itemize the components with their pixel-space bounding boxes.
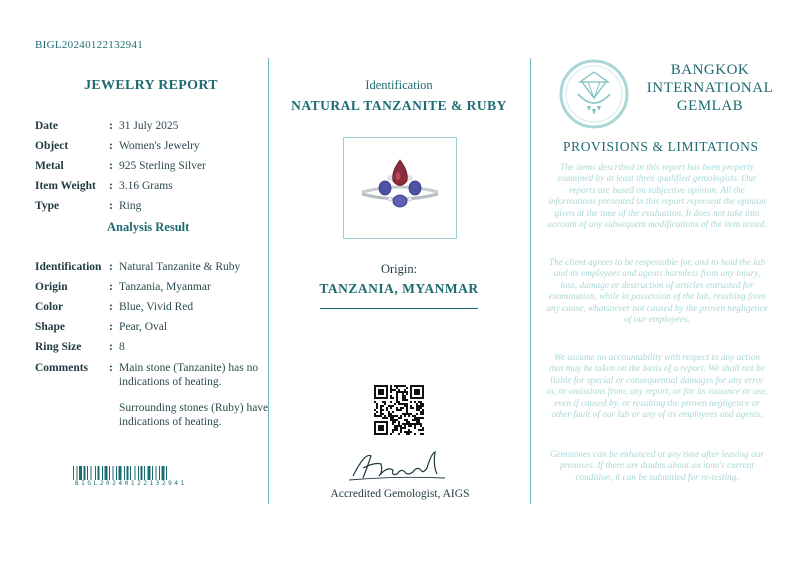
analysis-value: Natural Tanzanite & Ruby <box>119 261 241 273</box>
detail-value: 31 July 2025 <box>119 120 179 132</box>
lab-name-line: BANGKOK <box>670 62 750 78</box>
detail-value: 925 Sterling Silver <box>119 160 206 172</box>
detail-label: Type <box>35 200 60 212</box>
ring-photo <box>343 137 457 239</box>
analysis-value: Pear, Oval <box>119 321 168 333</box>
origin-label: Origin: <box>380 262 418 276</box>
provisions-paragraph: Gemstones can be enhanced at any time after leaving our premises. If there are doubts about an item's current condition, it can be submitted for re-testing. <box>549 450 765 483</box>
detail-label: Date <box>35 120 58 132</box>
identification-value: NATURAL TANZANITE & RUBY <box>291 98 507 113</box>
origin-divider <box>320 308 478 309</box>
analysis-label: Ring Size <box>35 341 82 353</box>
lab-logo-icon <box>558 58 630 130</box>
provisions-title: PROVISIONS & LIMITATIONS <box>563 139 759 154</box>
column-divider-right <box>530 58 531 504</box>
provisions-paragraph: We assume no accountability with respect to any action that may be taken on the basis of a report. We shall not be liable for special or consequential damages for any error in, or omissions from, any report, or for its issuance or use, even if caused by, or resulting the proven negligence or other fault of our lab or any of its employees and agents. <box>546 353 768 421</box>
analysis-result-title: Analysis Result <box>107 220 190 234</box>
gemologist-title: Accredited Gemologist, AIGS <box>330 488 470 500</box>
analysis-value: Blue, Vivid Red <box>119 301 194 313</box>
detail-value: Ring <box>119 200 142 212</box>
lab-name <box>640 61 780 115</box>
origin-value: TANZANIA, MYANMAR <box>319 281 479 296</box>
analysis-label: Shape <box>35 321 66 333</box>
provisions-paragraph: The client agrees to be responsible for, and to hold the lab and its employees and agents harmless from any injury, loss, damage or destruction of articles entrusted for examination, while in possession of the lab, resulting from any cause, whatsoever not caused by the proven negligence of our employees. <box>546 258 768 326</box>
detail-value: Women's Jewelry <box>119 140 200 152</box>
identification-label: Identification <box>365 78 433 92</box>
provisions-paragraph: The items described in this report has been properly examined by at least three qualified gemologists. Our reports are based on subjective opinion. All the informations presented in this report represent the opinion given at the time of the evaluation. It does not take into account of any subsequent modifications of the item tested. <box>547 163 767 231</box>
detail-label: Metal <box>35 160 64 172</box>
comment-extra-text: Surrounding stones (Ruby) have indications of heating. <box>119 402 269 428</box>
lab-name-line: GEMLAB <box>676 98 744 114</box>
analysis-label: Identification <box>35 261 102 273</box>
barcode-text: BIGL20240122132941 <box>75 480 187 487</box>
report-id: BIGL20240122132941 <box>35 39 144 51</box>
lab-name-line: INTERNATIONAL <box>646 80 774 96</box>
detail-value: 3.16 Grams <box>119 180 173 192</box>
comment-text: Main stone (Tanzanite) has no indications of heating. <box>119 362 259 388</box>
jewelry-report-title: JEWELRY REPORT <box>84 78 218 93</box>
analysis-value: 8 <box>119 341 125 353</box>
qr-code-icon <box>374 385 424 435</box>
analysis-label: Origin <box>35 281 68 293</box>
detail-label: Item Weight <box>35 180 96 192</box>
detail-label: Object <box>35 140 69 152</box>
analysis-label: Color <box>35 301 64 313</box>
barcode-icon <box>73 466 229 480</box>
analysis-value: Tanzania, Myanmar <box>119 281 211 293</box>
signature-mark <box>345 446 455 486</box>
analysis-label: Comments <box>35 362 89 374</box>
